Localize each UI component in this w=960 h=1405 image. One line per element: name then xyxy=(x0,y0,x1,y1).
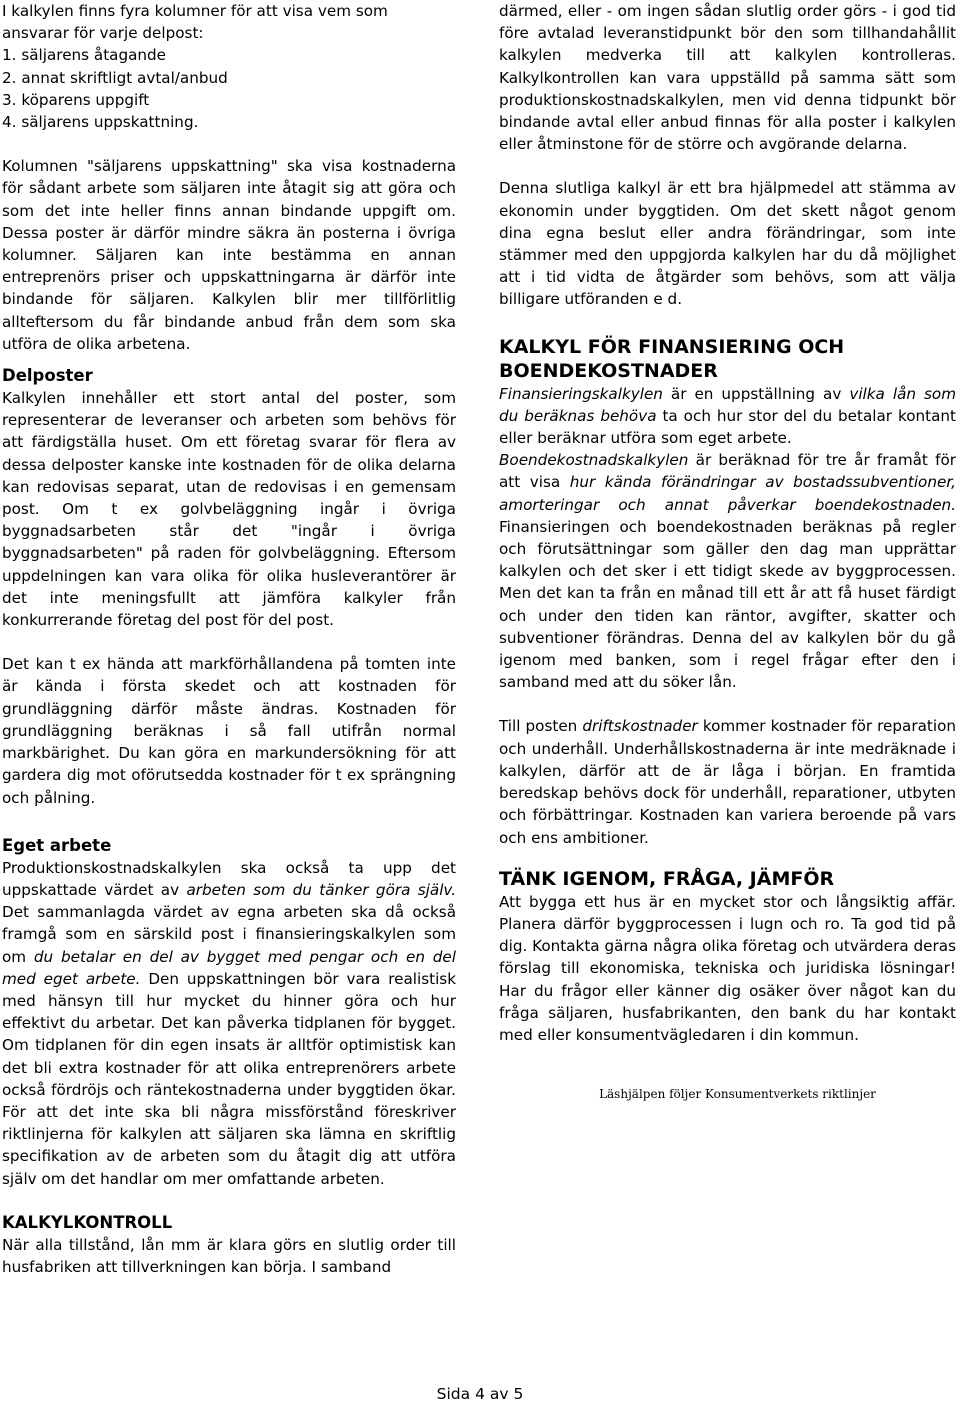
paragraph-finansieringskalkyl: Finansieringskalkylen är en uppställning av vilka lån som du beräknas behöva ta och hur stor del du betalar kontant eller beräknar utföra som eget arbete. xyxy=(499,384,956,448)
heading-delposter: Delposter xyxy=(2,366,93,386)
paragraph-eget-arbete: Produktionskostnadskalkylen ska också ta upp det uppskattade värdet av arbeten som du tänker göra själv. Det sammanlagda värdet av egna arbeten ska då också framgå som en särskild post i finansieringskalkylen som om du betalar en del av bygget med pengar och en del med eget arbete. Den uppskattningen bör vara realistisk med hänsyn till hur mycket du hinner göra och hur effektivt du arbetar. Det kan påverka tidplanen för bygget. Om tidplanen för din egen insats är alltför optimistisk kan det bli extra kostnader för att olika entreprenörers arbete också fördröjs och räntekostnaderna under byggtiden ökar. För att det inte ska bli några missförstånd föreskriver riktlinjerna för kalkylen att säljaren ska lämna en skriftlig specifikation av de arbeten som du åtagit dig att utföra själv om det handlar om mer omfattande arbeten. xyxy=(2,858,457,1188)
paragraph-kolumnen: Kolumnen "säljarens uppskattning" ska visa kostnaderna för sådant arbete som säljaren inte åtagit sig att göra och som det inte heller finns annan bindande uppgift om. Dessa poster är därför mindre säkra än posterna i övriga kolumner. Säljaren kan inte bestämma en annan entreprenörs priser och uppskattningarna är därför inte bindande för säljaren. Kalkylen blir mer tillförlitlig allteftersom du får bindande anbud från dem som ska utföra de olika arbetena. xyxy=(2,157,456,353)
paragraph-kalkylkontroll: När alla tillstånd, lån mm är klara görs en slutlig order till husfabriken att tillverkningen kan börja. I samband xyxy=(2,1235,456,1276)
paragraph-kontroll-fortsattning: därmed, eller - om ingen sådan slutlig order görs - i god tid före avtalad leveranstidpunkt bör den som tillhandahållit kalkylen medverka till att kalkylen kontrolleras. Kalkylkontrollen kan vara uppställd på samma sätt som produktionskostnadskalkylen, men vid denna tidpunkt bör bindande avtal eller anbud finnas för alla poster i kalkylen eller åtminstone för de större och avgörande delarna. xyxy=(499,2,956,154)
intro-line-4: 2. annat skriftligt avtal/anbud xyxy=(2,68,228,87)
paragraph-boendekostnadskalkyl: Boendekostnadskalkylen är beräknad för tre år framåt för att visa hur kända förändringar av bostadssubventioner, amorteringar och annat påverkar boendekostnaden. Finansieringen och boendekostnaden beräknas på regler och förutsättningar som gäller den dag man upprättar kalkylen och det sker i ett tidigt skede av byggprocessen. Men det kan ta från en månad till ett år att få huset färdigt och under den tiden kan räntor, avgifter, skatter och subventioner förändras. Denna del av kalkylen bör du gå igenom med banken, som i regel frågar efter den i samband med att du söker lån. xyxy=(499,451,956,692)
heading-tank-igenom: TÄNK IGENOM, FRÅGA, JÄMFÖR xyxy=(499,867,835,890)
intro-line-6: 4. säljarens uppskattning. xyxy=(2,113,199,132)
heading-finansiering: KALKYL FÖR FINANSIERING OCH BOENDEKOSTNADER xyxy=(499,335,845,382)
paragraph-delposter: Kalkylen innehåller ett stort antal del poster, som representerar de leveranser och arbeten som behövs för att färdigställa huset. Om ett företag svarar för flera av dessa delposter kanske inte kostnaden för de olika delarna kan redovisas separat, utan de redovisas i en gemensam post. Om t ex golvbeläggning ingår i övriga byggnadsarbeten står det "ingår i övriga byggnadsarbeten" på raden för golvbeläggning. Eftersom uppdelningen kan vara olika för olika husleverantörer är det inte meningsfullt att jämföra kalkyler från konkurrerande företag del post för del post. xyxy=(2,389,456,630)
paragraph-slutliga-kalkyl: Denna slutliga kalkyl är ett bra hjälpmedel att stämma av ekonomin under byggtiden. Om det skett något genom dina egna beslut eller andra förändringar, som inte stämmer med den uppgjorda kalkylen har du då möjlighet att i tid vidta de åtgärder som behövs, som att välja billigare utföranden e d. xyxy=(499,179,956,309)
lashjalp-note: Läshjälpen följer Konsumentverkets riktlinjer xyxy=(599,1087,876,1102)
right-column xyxy=(499,0,956,1102)
heading-eget-arbete: Eget arbete xyxy=(2,835,112,855)
page-number: Sida 4 av 5 xyxy=(436,1385,524,1403)
intro-line-1: I kalkylen finns fyra kolumner för att visa vem som xyxy=(2,2,388,20)
paragraph-driftskostnader: Till posten driftskostnader kommer kostnader för reparation och underhåll. Underhållskostnaderna är inte medräknade i kalkylen, därför att de är låga i början. En framtida beredskap behövs dock för underhåll, reparationer, utbyten och förbättringar. Kostnaden kan variera beroende på vars och ens ambitioner. xyxy=(499,717,956,847)
paragraph-markforhallanden: Det kan t ex hända att markförhållandena på tomten inte är kända i första skedet och att kostnaden för grundläggning därför måste ändras. Kostnaden för grundläggning beräknas i så fall utifrån normal markbärighet. Du kan göra en markundersökning för att gardera dig mot oförutsedda kostnader för t ex sprängning och pålning. xyxy=(2,655,456,807)
intro-line-3: 1. säljarens åtagande xyxy=(2,46,167,65)
heading-kalkylkontroll: KALKYLKONTROLL xyxy=(2,1212,173,1232)
left-column xyxy=(2,0,456,1278)
paragraph-tank-igenom: Att bygga ett hus är en mycket stor och långsiktig affär. Planera därför byggprocessen i lugn och ro. Ta god tid på dig. Kontakta gärna några olika företag och utvärdera deras förslag till ekonomiska, tekniska och juridiska lösningar! Har du frågor eller känner dig osäker över något kan du fråga säljaren, husfabrikanten, den bank du har kontakt med eller konsumentvägledaren i din kommun. xyxy=(499,892,956,1044)
intro-line-5: 3. köparens uppgift xyxy=(2,90,150,109)
intro-line-2: ansvarar för varje delpost: xyxy=(2,24,204,43)
